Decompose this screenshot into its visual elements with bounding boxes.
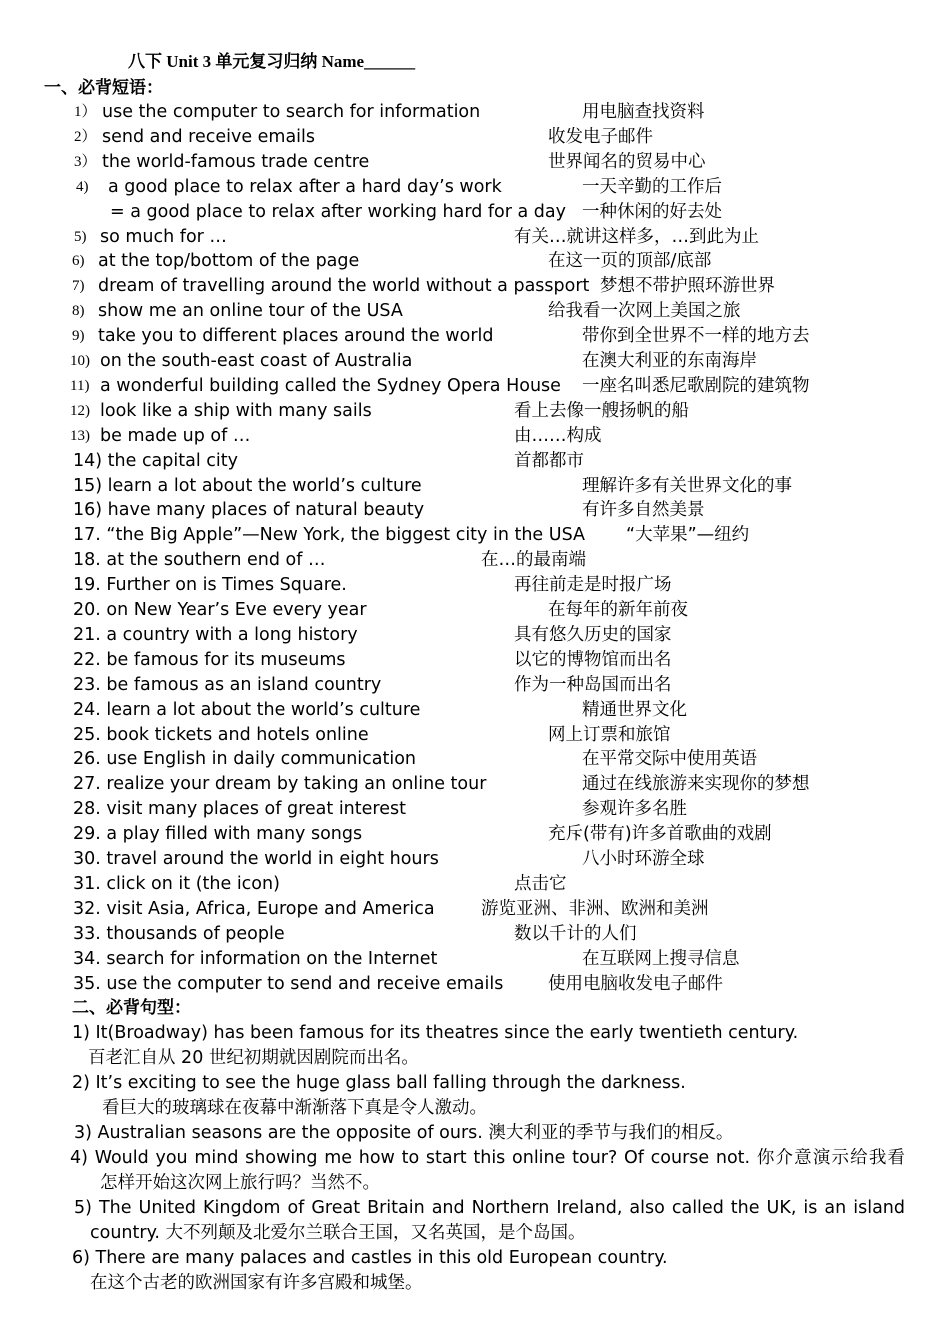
phrase-chinese: 游览亚洲、非洲、欧洲和美洲 [481, 899, 709, 919]
phrase-number: 9) [72, 328, 85, 344]
phrase-english: 17. “the Big Apple”—New York, the biggest city in the USA [73, 525, 585, 545]
phrase-english: = a good place to relax after working hard for a day [110, 202, 566, 222]
sentence-translation: 百老汇自从 20 世纪初期就因剧院而出名。 [88, 1048, 419, 1068]
phrase-english: 23. be famous as an island country [73, 675, 382, 695]
phrase-english: 32. visit Asia, Africa, Europe and America [73, 899, 435, 919]
phrase-chinese: 网上订票和旅馆 [548, 725, 671, 745]
phrase-chinese: 一天辛勤的工作后 [582, 177, 722, 197]
phrase-english: 14) the capital city [73, 451, 238, 471]
phrase-number: 8) [72, 303, 85, 319]
phrase-chinese: 在这一页的顶部/底部 [548, 251, 712, 271]
phrase-chinese: 在互联网上搜寻信息 [582, 949, 740, 969]
sentence-translation: country. 大不列颠及北爱尔兰联合王国，又名英国，是个岛国。 [90, 1223, 586, 1243]
phrase-chinese: 通过在线旅游来实现你的梦想 [582, 774, 810, 794]
phrase-english: 16) have many places of natural beauty [73, 500, 425, 520]
section-heading-phrases: 一、必背短语： [44, 78, 163, 97]
phrase-english: look like a ship with many sails [100, 401, 372, 421]
phrase-chinese: 再往前走是时报广场 [514, 575, 672, 595]
phrase-english: dream of travelling around the world without a passport [98, 276, 590, 296]
phrase-number: 13) [70, 428, 90, 444]
phrase-chinese: 由……构成 [514, 426, 602, 446]
phrase-english: 15) learn a lot about the world’s culture [73, 476, 422, 496]
phrase-number: 11) [70, 378, 90, 394]
phrase-number: 7) [72, 278, 85, 294]
phrase-chinese: 用电脑查找资料 [582, 102, 705, 122]
sentence-line: 4) Would you mind showing me how to start this online tour? Of course not. 你介意演示给我看 [70, 1148, 905, 1168]
sentence-line: 1) It(Broadway) has been famous for its theatres since the early twentieth century. [72, 1023, 799, 1043]
sentence-translation: 在这个古老的欧洲国家有许多宫殿和城堡。 [90, 1273, 423, 1293]
phrase-english: send and receive emails [102, 127, 316, 147]
phrase-english: 25. book tickets and hotels online [73, 725, 369, 745]
phrase-chinese: 世界闻名的贸易中心 [548, 152, 706, 172]
phrase-number: 5) [74, 229, 87, 245]
phrase-number: 10) [70, 353, 90, 369]
phrase-english: 29. a play filled with many songs [73, 824, 363, 844]
phrase-english: 33. thousands of people [73, 924, 285, 944]
phrase-english: 35. use the computer to send and receive emails [73, 974, 504, 994]
phrase-english: use the computer to search for information [102, 102, 481, 122]
phrase-chinese: 带你到全世界不一样的地方去 [582, 326, 810, 346]
phrase-chinese: 使用电脑收发电子邮件 [548, 974, 723, 994]
phrase-number: 12) [70, 403, 90, 419]
phrase-english: 30. travel around the world in eight hours [73, 849, 439, 869]
phrase-number: 6) [72, 253, 85, 269]
phrase-english: 34. search for information on the Internet [73, 949, 438, 969]
phrase-english: 24. learn a lot about the world’s culture [73, 700, 421, 720]
phrase-english: at the top/bottom of the page [98, 251, 360, 271]
phrase-english: 19. Further on is Times Square. [73, 575, 347, 595]
phrase-number: 1） [74, 104, 97, 120]
phrase-chinese: 在…的最南端 [481, 550, 586, 570]
phrase-chinese: 在澳大利亚的东南海岸 [582, 351, 757, 371]
phrase-english: be made up of … [100, 426, 251, 446]
phrase-chinese: 以它的博物馆而出名 [514, 650, 672, 670]
phrase-chinese: 首都都市 [514, 451, 584, 471]
sentence-line: 5) The United Kingdom of Great Britain and Northern Ireland, also called the UK, is an island [74, 1198, 905, 1218]
sentence-translation: 看巨大的玻璃球在夜幕中渐渐落下真是令人激动。 [102, 1098, 487, 1118]
phrase-chinese: 在每年的新年前夜 [548, 600, 688, 620]
phrase-english: 27. realize your dream by taking an online tour [73, 774, 487, 794]
phrase-chinese: 数以千计的人们 [514, 924, 637, 944]
phrase-chinese: 八小时环游全球 [582, 849, 705, 869]
phrase-english: on the south-east coast of Australia [100, 351, 413, 371]
phrase-number: 4) [76, 179, 89, 195]
phrase-english: 31. click on it (the icon) [73, 874, 280, 894]
phrase-chinese: 参观许多名胜 [582, 799, 687, 819]
phrase-english: 26. use English in daily communication [73, 749, 417, 769]
phrase-english: a wonderful building called the Sydney Opera House [100, 376, 561, 396]
phrase-english: show me an online tour of the USA [98, 301, 403, 321]
phrase-chinese: 有许多自然美景 [582, 500, 705, 520]
phrase-chinese: 作为一种岛国而出名 [514, 675, 672, 695]
phrase-english: a good place to relax after a hard day’s work [108, 177, 502, 197]
page-title: 八下 Unit 3 单元复习归纳 Name______ [128, 52, 416, 71]
phrase-chinese: 在平常交际中使用英语 [582, 749, 757, 769]
phrase-chinese: 看上去像一艘扬帆的船 [514, 401, 689, 421]
phrase-chinese: “大苹果”—纽约 [626, 525, 750, 545]
sentence-translation: 怎样开始这次网上旅行吗？当然不。 [100, 1173, 380, 1193]
phrase-number: 2） [74, 129, 97, 145]
phrase-english: 18. at the southern end of … [73, 550, 326, 570]
phrase-chinese: 具有悠久历史的国家 [514, 625, 672, 645]
phrase-chinese: 一座名叫悉尼歌剧院的建筑物 [582, 376, 810, 396]
phrase-chinese: 点击它 [514, 874, 567, 894]
sentence-line: 2) It’s exciting to see the huge glass ball falling through the darkness. [72, 1073, 686, 1093]
phrase-chinese: 有关…就讲这样多，…到此为止 [514, 227, 759, 247]
phrase-chinese: 收发电子邮件 [548, 127, 653, 147]
phrase-english: 22. be famous for its museums [73, 650, 346, 670]
phrase-chinese: 梦想不带护照环游世界 [600, 276, 775, 296]
section-heading-sentences: 二、必背句型： [72, 998, 191, 1017]
phrase-number: 3） [74, 154, 97, 170]
phrase-chinese: 精通世界文化 [582, 700, 687, 720]
phrase-english: the world-famous trade centre [102, 152, 370, 172]
phrase-english: 28. visit many places of great interest [73, 799, 406, 819]
phrase-english: take you to different places around the world [98, 326, 494, 346]
phrase-english: 21. a country with a long history [73, 625, 358, 645]
phrase-chinese: 理解许多有关世界文化的事 [582, 476, 792, 496]
phrase-chinese: 一种休闲的好去处 [582, 202, 722, 222]
sentence-line: 3) Australian seasons are the opposite of ours. 澳大利亚的季节与我们的相反。 [74, 1123, 734, 1143]
phrase-chinese: 充斥(带有)许多首歌曲的戏剧 [548, 824, 772, 844]
phrase-chinese: 给我看一次网上美国之旅 [548, 301, 741, 321]
sentence-line: 6) There are many palaces and castles in this old European country. [72, 1248, 668, 1268]
phrase-english: 20. on New Year’s Eve every year [73, 600, 367, 620]
phrase-english: so much for … [100, 227, 227, 247]
